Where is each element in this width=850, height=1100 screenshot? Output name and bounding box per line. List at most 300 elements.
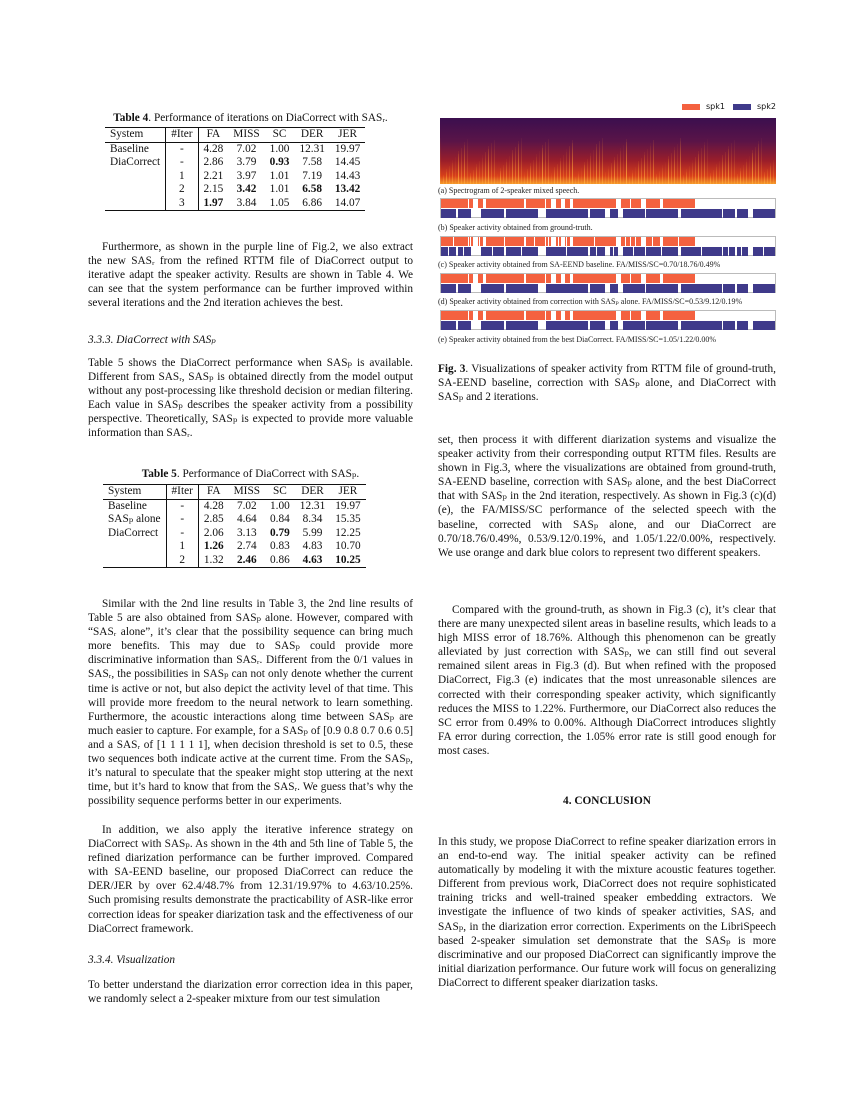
table-cell: 1.01 (269, 169, 290, 182)
spk1-segment (565, 274, 570, 283)
table-cell: 1.00 (270, 499, 290, 512)
spectrogram-streak (626, 139, 627, 184)
spectrogram-streak (677, 144, 678, 184)
spectrogram-streak (761, 138, 762, 184)
spk1-segment (653, 237, 660, 246)
spk2-segment (506, 284, 538, 293)
spectrogram-streak (716, 164, 717, 184)
spk2-segment (623, 321, 645, 330)
spk2-segment (681, 321, 721, 330)
spk2-segment (481, 284, 504, 293)
table4-caption (88, 111, 413, 125)
spk1-segment (621, 274, 629, 283)
figure-label: Fig. 3 (438, 363, 466, 375)
spk2-segment (449, 247, 457, 256)
table-cell: Baseline (105, 142, 166, 156)
spectrogram-streak (752, 150, 753, 184)
table-cell: 1.01 (269, 183, 290, 195)
spk1-segment (469, 274, 472, 283)
spectrogram-streak (524, 172, 525, 184)
legend-label: spk1 (706, 102, 725, 111)
spectrogram-streak (497, 174, 498, 184)
spectrogram-streak (632, 170, 633, 184)
table-cell: 2.06 (203, 526, 224, 539)
table-row (105, 183, 365, 197)
paragraph-text: In addition, we also apply the iterative inference strategy on DiaCorrect with SASₚ. As shown in the 4th and 5th line of Table 5, the refined diarization performance can be further improved. Compared with SA-EEND baseline, our proposed DiaCorrect can reduce the DER/JER by over 62.4/48.7% from 12.31/19.97% to 4.63/10.25%. Such promising results demonstrate the practicability of ASR-like error correction ideas for speaker diarization task and the effectiveness of our DiaCorrect framework. (88, 824, 413, 935)
spectrogram-streak (719, 161, 720, 184)
spk2-segment (681, 247, 700, 256)
table-cell: 14.45 (334, 156, 361, 168)
spectrogram-streak (545, 142, 546, 184)
spk1-segment (565, 311, 570, 320)
left-paragraph-4 (88, 823, 413, 936)
paragraph-text: Compared with the ground-truth, as shown in Fig.3 (c), it’s clear that there are many unexpected silent areas in baseline results, which leads to a high MISS error of 18.76%. Although this phenomenon can be greatly alleviated by just correction with SASₚ, we can still find out several remained silent areas in Fig.3 (d). But when refined with the proposed DiaCorrect, Fig.3 (e) indicates that the most unreasonable silences are corrected with their corresponding speaker activity, which significantly reduces the MISS to 1.22%. Furthermore, our DiaCorrect also reduces the SC error from 0.49% to 0.00%. Although DiaCorrect introduces slightly FA error during correction, the 1.05% error rate is still good enough for most cases. (438, 604, 776, 757)
table-cell: 1.05 (265, 197, 295, 211)
spectrogram-streak (557, 164, 558, 184)
table-cell: 7.19 (302, 169, 323, 182)
table-cell: DiaCorrect (103, 527, 166, 541)
left-paragraph-3 (88, 597, 413, 808)
spectrogram-streak (551, 173, 552, 184)
spk1-segment (595, 237, 617, 246)
table-cell: 1.32 (198, 554, 228, 568)
spectrogram-streak (731, 143, 732, 184)
spk1-segment (469, 237, 470, 246)
spectrogram-streak (665, 162, 666, 184)
spk2-segment (481, 321, 504, 330)
spk2-segment (441, 284, 456, 293)
spk2-segment (753, 247, 763, 256)
spectrogram-streak (587, 159, 588, 184)
spectrogram-streak (620, 148, 621, 184)
spectrogram-streak (698, 151, 699, 184)
spk2-segment (662, 247, 678, 256)
spk1-segment (526, 199, 544, 208)
spk2-segment (729, 247, 735, 256)
spk2-segment (610, 321, 618, 330)
subfig-b-caption: (b) Speaker activity obtained from ground-truth. (438, 223, 593, 232)
table-cell: 13.42 (334, 183, 361, 195)
spectrogram-streak (611, 163, 612, 184)
spk1-segment (621, 237, 624, 246)
spectrogram-streak (500, 168, 501, 184)
table-cell: 3.84 (228, 197, 264, 211)
spectrogram-streak (569, 146, 570, 184)
table-cell: 1.97 (198, 197, 228, 211)
spectrogram-streak (743, 165, 744, 184)
spk2-segment (623, 284, 645, 293)
spectrogram-streak (530, 163, 531, 184)
spectrogram-streak (674, 147, 675, 184)
spk1-segment (621, 311, 629, 320)
table-row (103, 499, 366, 513)
table-cell: - (166, 142, 198, 156)
spectrogram-streak (608, 166, 609, 184)
spk1-segment (478, 274, 483, 283)
table5-label: Table 5 (141, 468, 177, 480)
spk1-segment (478, 311, 483, 320)
spk1-segment (469, 311, 472, 320)
paragraph-text: Table 5 shows the DiaCorrect performance when SASₚ is available. Different from SASᵣ, SASₚ is obtained directly from the model output without any post-processing like threshold decision or median filtering. Each value in SASₚ describes the speaker activity from a possibility perspective. Theoretically, SASₚ is expected to provide more valuable information than SASᵣ. (88, 357, 413, 440)
spectrogram-streak (458, 151, 459, 184)
table-cell: 0.83 (270, 540, 290, 552)
spk1-segment (565, 199, 570, 208)
column-header: #Iter (166, 485, 198, 500)
spk1-swatch (682, 104, 700, 110)
spk2-segment (458, 284, 471, 293)
spk1-segment (646, 199, 659, 208)
left-paragraph-2 (88, 356, 413, 441)
spectrogram-streak (440, 138, 441, 184)
table-cell: - (166, 513, 198, 527)
spectrogram-streak (563, 155, 564, 184)
spk2-segment (610, 209, 618, 218)
right-paragraph-2 (438, 603, 776, 758)
spectrogram-streak (476, 164, 477, 184)
spk1-segment (486, 311, 524, 320)
spectrogram-streak (701, 148, 702, 184)
table-cell (105, 183, 166, 197)
table4-label: Table 4 (113, 112, 149, 124)
spk1-segment (565, 237, 567, 246)
table-cell (105, 170, 166, 184)
spectrogram-streak (755, 147, 756, 184)
table-cell: 2.21 (203, 169, 224, 182)
spectrogram-streak (506, 159, 507, 184)
spectrogram-streak (488, 146, 489, 184)
spk2-swatch (733, 104, 751, 110)
spk2-segment (441, 209, 456, 218)
spectrogram-streak (491, 143, 492, 184)
table-cell: 10.70 (335, 540, 361, 552)
legend-spk2 (733, 100, 776, 114)
table-cell (105, 197, 166, 211)
right-paragraph-3 (438, 835, 776, 990)
table-cell: 3.42 (236, 183, 257, 195)
table-row (105, 142, 365, 156)
spectrogram-streak (671, 153, 672, 184)
spk2-segment (458, 321, 471, 330)
spk2-segment (458, 247, 464, 256)
spectrogram-streak (605, 172, 606, 184)
table-cell: 10.25 (330, 554, 365, 568)
paragraph-text: In this study, we propose DiaCorrect to refine speaker diarization errors in an end-to-end way. The initial speaker activity can be refined automatically by modeling it with the mixture acoustic features together. Different from previous work, DiaCorrect does not require sophisticated training tricks and well-trained speaker embedding extractors. We investigate the influence of two kinds of speaker activities, SASᵣ and SASₚ, in the diarization error correction. Experiments on the LibriSpeech based 2-speaker simulation set demonstrate that the SASₚ is more discriminative and our proposed DiaCorrect can significantly improve the initial diarization performance. Our future work will focus on generalizing DiaCorrect to different speaker diarization tasks. (438, 836, 776, 989)
spk1-segment (631, 237, 635, 246)
spectrogram-streak (482, 155, 483, 184)
column-header: SC (265, 128, 295, 143)
spk1-segment (559, 237, 562, 246)
spk2-segment (737, 284, 749, 293)
spk2-segment (702, 247, 722, 256)
spectrogram-streak (554, 167, 555, 184)
spk2-segment (723, 247, 728, 256)
table-header-row (105, 128, 365, 143)
spectrogram-streak (710, 173, 711, 184)
spectrogram-streak (581, 168, 582, 184)
spk2-segment (590, 209, 605, 218)
spk2-segment (723, 209, 735, 218)
spk2-segment (753, 209, 775, 218)
table-cell (103, 540, 166, 554)
table-cell: 15.35 (335, 513, 361, 525)
spk2-segment (610, 284, 618, 293)
column-header: MISS (228, 128, 264, 143)
spectrogram-streak (449, 166, 450, 184)
spk2-segment (681, 209, 721, 218)
figure-caption-text: . Visualizations of speaker activity from RTTM file of ground-truth, SA-EEND baseline, correction with SASₚ alone, and DiaCorrect with SASₚ and 2 iterations. (438, 363, 776, 404)
spectrogram-streak (686, 169, 687, 184)
table-cell: 3.13 (236, 526, 257, 539)
table-cell: 4.83 (302, 540, 323, 552)
table-cell: 7.58 (302, 156, 323, 168)
spk1-segment (546, 274, 551, 283)
table-cell: 19.97 (335, 499, 361, 512)
spk1-segment (471, 237, 473, 246)
spectrogram-streak (461, 148, 462, 184)
column-header: System (103, 485, 166, 500)
column-header: FA (198, 485, 228, 500)
spectrogram-streak (539, 151, 540, 184)
spectrogram-streak (644, 152, 645, 184)
spk1-segment (526, 311, 544, 320)
spk1-segment (441, 199, 468, 208)
spk1-segment (663, 199, 695, 208)
table-cell: 19.97 (334, 142, 361, 155)
spk2-segment (753, 321, 775, 330)
spk2-segment (753, 284, 775, 293)
table-cell: 1 (166, 540, 198, 554)
spectrogram-streak (653, 140, 654, 184)
spk2-segment (441, 247, 448, 256)
table-cell: 14.43 (334, 169, 361, 182)
table-row (105, 170, 365, 184)
right-paragraph-1 (438, 433, 776, 560)
table5 (103, 484, 366, 568)
spk1-segment (663, 274, 695, 283)
spk1-segment (505, 237, 524, 246)
table-cell: 6.58 (302, 183, 323, 195)
table-cell: 8.34 (302, 513, 323, 525)
table-cell: 4.28 (203, 499, 224, 512)
subfig-c-caption: (c) Speaker activity obtained from SA-EEND baseline. FA/MISS/SC=0.70/18.76/0.49% (438, 260, 721, 269)
spk1-segment (646, 311, 659, 320)
spectrogram-streak (464, 142, 465, 184)
section-3-3-3-heading: 3.3.3. DiaCorrect with SASₚ (88, 334, 216, 346)
spk2-segment (441, 321, 456, 330)
spectrogram-streak (689, 166, 690, 184)
spk2-segment (546, 321, 588, 330)
spectrogram-streak (578, 171, 579, 184)
spectrogram-streak (734, 177, 735, 184)
table-cell: 0.86 (265, 554, 295, 568)
spectrogram-streak (548, 176, 549, 184)
table-cell: - (166, 527, 198, 541)
table-cell: 7.02 (236, 142, 257, 155)
spk1-segment (486, 274, 524, 283)
spk1-segment (631, 274, 641, 283)
spk1-segment (469, 199, 472, 208)
spectrogram-streak (650, 143, 651, 184)
table-cell: 14.07 (330, 197, 365, 211)
spectrogram-streak (560, 158, 561, 184)
spectrogram-streak (566, 149, 567, 184)
spk2-segment (590, 247, 597, 256)
table-cell: 12.31 (299, 499, 326, 512)
spk1-segment (573, 274, 616, 283)
spectrogram-streak (575, 177, 576, 184)
table-cell: 5.99 (302, 526, 323, 539)
spk2-segment (764, 247, 775, 256)
column-header: FA (198, 128, 228, 143)
spk2-segment (646, 209, 678, 218)
table-cell: 0.79 (270, 526, 290, 539)
column-header: DER (295, 485, 330, 500)
paragraph-text: set, then process it with different diarization systems and visualize the speaker activity from their corresponding output RTTM files. Results are shown in Fig.3, where the visualizations are obtained from ground-truth, SA-EEND baseline, correction with SASₚ alone, and the best DiaCorrect that with SASₚ in the 2nd iteration, respectively. As shown in Fig.3 (c)(d)(e), the FA/MISS/SC performance of the selected speech with the baseline, corrected with SASₚ alone, and our DiaCorrect are 0.70/18.76/0.49%, 0.53/9.12/0.19%, and 1.05/1.22/0.00%, respectively. We use orange and dark blue colors to represent two different speakers. (438, 434, 776, 559)
spk2-segment (623, 247, 633, 256)
column-header: JER (330, 485, 365, 500)
spk1-segment (631, 311, 641, 320)
spk1-segment (546, 199, 551, 208)
column-header: SC (265, 485, 295, 500)
spectrogram-streak (509, 156, 510, 184)
table-cell: DiaCorrect (105, 156, 166, 170)
table4 (105, 127, 365, 211)
table-cell: 6.86 (294, 197, 329, 211)
section-4-heading: 4. CONCLUSION (563, 795, 651, 807)
left-paragraph-5 (88, 978, 413, 1006)
spectrogram-streak (647, 149, 648, 184)
spk1-segment (546, 237, 548, 246)
table-cell: 2 (166, 554, 198, 568)
spectrogram-streak (572, 140, 573, 184)
spectrogram-streak (485, 152, 486, 184)
spk1-segment (556, 311, 561, 320)
spectrogram-streak (518, 141, 519, 184)
spk1-segment (679, 237, 695, 246)
spectrogram-streak (515, 147, 516, 184)
table-cell: 4.63 (295, 554, 330, 568)
spk2-segment (742, 247, 748, 256)
spk2-segment (481, 209, 504, 218)
column-header: MISS (229, 485, 265, 500)
table-cell: 12.31 (299, 142, 325, 155)
subfig-d-caption: (d) Speaker activity obtained from correction with SASₚ alone. FA/MISS/SC=0.53/9.12/0.19% (438, 297, 743, 306)
spectrogram-streak (770, 163, 771, 184)
column-header: JER (330, 128, 365, 143)
column-header: DER (294, 128, 329, 143)
table-row (103, 540, 366, 554)
spectrogram-streak (707, 139, 708, 184)
table-header-row (103, 485, 366, 500)
spectrogram-streak (599, 141, 600, 184)
spectrogram-streak (527, 169, 528, 184)
spectrogram-streak (662, 165, 663, 184)
spectrogram-streak (455, 157, 456, 184)
spectrogram-streak (728, 146, 729, 184)
spectrogram-streak (629, 176, 630, 184)
spk1-segment (621, 199, 629, 208)
spk2-segment (597, 247, 605, 256)
table-cell: 1.26 (203, 540, 224, 552)
spk1-segment (478, 237, 480, 246)
activity-sasp-alone (440, 273, 776, 293)
table-cell: 2.15 (203, 183, 224, 195)
spectrogram-streak (638, 161, 639, 184)
spk1-segment (454, 237, 467, 246)
spk2-segment (723, 284, 735, 293)
spk1-segment (626, 237, 630, 246)
spk2-segment (522, 247, 538, 256)
spectrogram-streak (467, 139, 468, 184)
spk1-segment (556, 274, 561, 283)
spk1-segment (636, 237, 641, 246)
section-3-3-4-heading: 3.3.4. Visualization (88, 954, 176, 966)
spk2-segment (546, 209, 588, 218)
spectrogram-streak (584, 162, 585, 184)
table-cell: Baseline (103, 499, 166, 513)
spk1-segment (573, 237, 594, 246)
table-cell: 12.25 (335, 526, 361, 539)
spk2-segment (646, 247, 661, 256)
table-cell: 2.85 (203, 513, 224, 525)
spk2-segment (567, 247, 588, 256)
spk1-segment (441, 237, 453, 246)
spectrogram-streak (596, 144, 597, 184)
spk1-segment (535, 237, 544, 246)
table-row (103, 527, 366, 541)
spectrogram-streak (494, 177, 495, 184)
spk1-segment (556, 237, 558, 246)
spk2-segment (723, 321, 735, 330)
left-paragraph-1 (88, 240, 413, 310)
table5-caption (88, 467, 413, 481)
spectrogram-streak (536, 154, 537, 184)
spk1-segment (646, 237, 652, 246)
spectrogram-streak (683, 175, 684, 184)
spk2-segment (481, 247, 492, 256)
table-cell: 3 (166, 197, 198, 211)
activity-best-diacorrect (440, 310, 776, 330)
spectrogram-streak (692, 160, 693, 184)
spectrogram-streak (659, 171, 660, 184)
table-cell: 3.79 (236, 156, 257, 168)
spk1-segment (549, 237, 552, 246)
activity-baseline (440, 236, 776, 256)
subfig-a-caption: (a) Spectrogram of 2-speaker mixed speech. (438, 186, 580, 195)
spectrogram-streak (656, 174, 657, 184)
spectrogram-streak (590, 153, 591, 184)
spk2-segment (737, 247, 742, 256)
spectrogram-streak (503, 165, 504, 184)
spk1-segment (441, 274, 468, 283)
spectrogram-streak (725, 152, 726, 184)
spectrogram-streak (542, 145, 543, 184)
table-cell: - (166, 156, 198, 170)
table-row (103, 554, 366, 568)
spectrogram-streak (512, 150, 513, 184)
spectrogram-streak (713, 170, 714, 184)
table-cell: - (166, 499, 198, 513)
paragraph-text: Furthermore, as shown in the purple line of Fig.2, we also extract the new SASᵣ from the refined RTTM file of DiaCorrect output to iterative adapt the speaker activity. Results are shown in Table 4. We can see that the system performance can be further improved within several iterations and the 2nd iteration achieves the best. (88, 241, 413, 310)
spectrogram-streak (749, 156, 750, 184)
spectrogram-streak (473, 170, 474, 184)
spectrogram-streak (737, 174, 738, 184)
spk2-segment (506, 209, 538, 218)
spectrogram-streak (443, 175, 444, 184)
spectrogram-streak (521, 138, 522, 184)
spectrogram-streak (668, 156, 669, 184)
spk1-segment (486, 199, 524, 208)
